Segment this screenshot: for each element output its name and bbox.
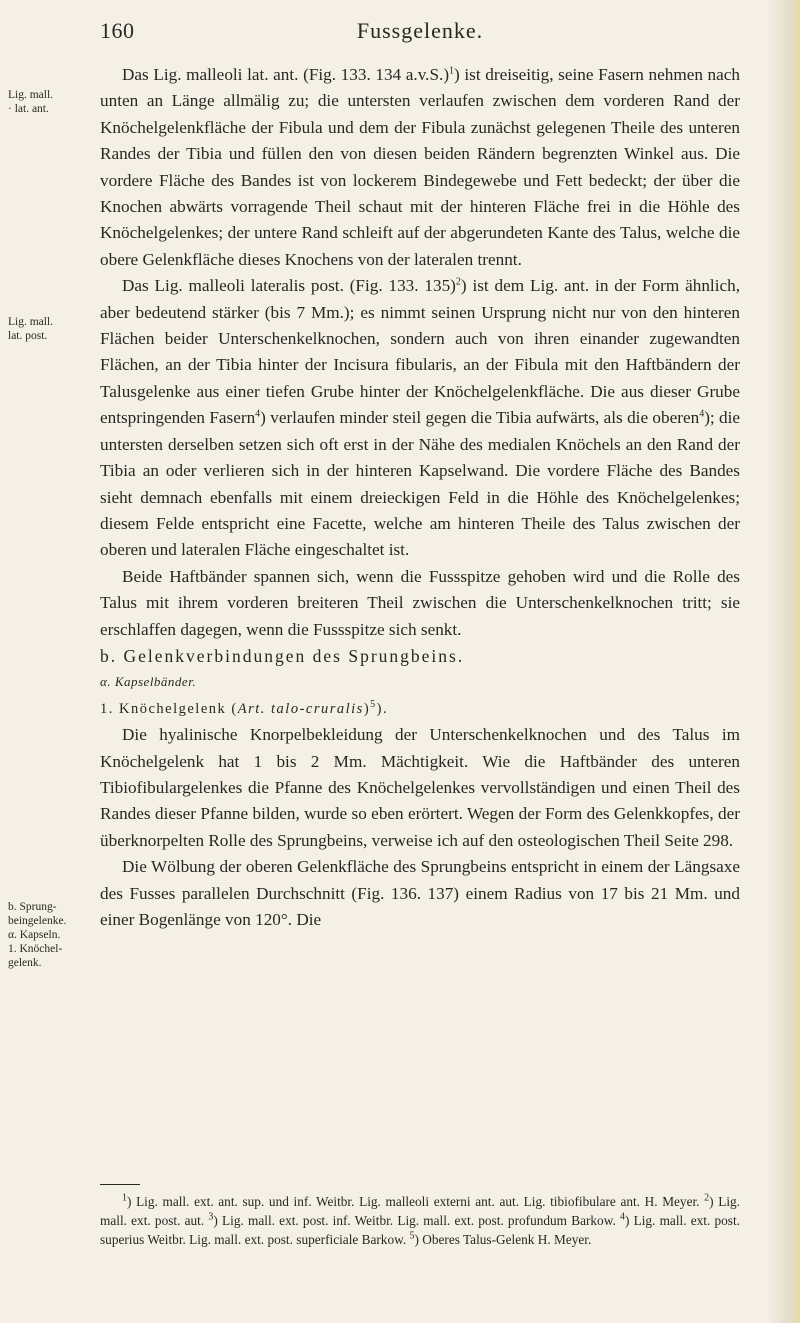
margin-note-sprungbeingelenke [8,900,90,970]
margin-note-line: Lig. mall. [8,316,54,328]
page-edge-shadow [766,0,800,1323]
footnote-divider [100,1184,140,1185]
paragraph-lig-mall-lat-ant: Das Lig. malleoli lat. ant. (Fig. 133. 134 a.v.S.)$^1$) ist dreiseitig, seine Fasern nehmen nach unten an Länge allmälig zu; die untersten verlaufen zwischen dem vorderen Rand der Knöchelgelenkfläche der Fibula und dem der Fibula zunächst gelegenen Theile des unteren Randes der Tibia und füllen den von diesen beiden Rändern begrenzten Winkel aus. Die vordere Fläche des Bandes ist von lockerem Bindegewebe und Fett bedeckt; der über die Knochen abwärts vorragende Theil schaut mit der hinteren Fläche frei in die Höhle des Knöchelgelenkes; der untere Rand schleift auf der abgerundeten Kante des Talus, welche die obere Gelenkfläche dieses Knochens von der lateralen trennt. [100,65,740,269]
footnote-ref: 4 [699,408,705,420]
margin-note-line: b. Sprung- [8,901,57,913]
footnote-block: $^1$) Lig. mall. ext. ant. sup. und inf. Weitbr. Lig. malleoli externi ant. aut. Lig. tibiofibulare ant. H. Meyer. $^2$) Lig. mall. ext. post. aut. $^3$) Lig. mall. ext. post. inf. Weitbr. Lig. mall. ext. post. profundum Barkow. $^4$) Lig. mall. ext. post. superius Weitbr. Lig. mall. ext. post. superficiale Barkow. $^5$) Oberes Talus-Gelenk H. Meyer. [100,1192,740,1247]
footnote-ref: 4 [255,408,261,420]
margin-note-line: gelenk. [8,957,42,969]
footnotes [100,1192,740,1249]
subsubsection-heading: 1. Knöchelgelenk (Art. talo-cruralis)$^5$). [100,698,389,717]
margin-note-line: lat. post. [8,330,48,342]
margin-note-lig-mall-lat-ant [8,88,90,116]
margin-note-line: Lig. mall. [8,89,54,101]
footnote-ref: 5 [370,698,377,710]
paragraph-woelbung: Die Wölbung der oberen Gelenkfläche des Sprungbeins entspricht in einem der Längsaxe des Fusses parallelen Durchschnitt (Fig. 136. 137) einem Radius von 17 bis 21 Mm. und einer Bogenlänge von 120°. Die [100,857,740,929]
subsection-heading: α. Kapselbänder. [100,674,197,690]
section-heading: b. Gelenkverbindungen des Sprungbeins. [100,645,465,666]
page-header [100,18,740,52]
margin-note-lig-mall-lat-post [8,315,90,343]
margin-note-line: beingelenke. [8,915,67,927]
margin-note-line: 1. Knöchel- [8,943,63,955]
paragraph-haftbaender: Beide Haftbänder spannen sich, wenn die Fussspitze gehoben wird und die Rolle des Talus mit ihrem vorderen breiteren Theil zwischen die Unterschenkelknochen tritt; sie erschlaffen dagegen, wenn die Fussspitze sich senkt. [100,566,740,639]
margin-note-line: α. Kapseln. [8,929,61,941]
footnote-ref: 2 [455,276,461,288]
body-text [100,62,740,933]
paragraph-lig-mall-lat-post: Das Lig. malleoli lateralis post. (Fig. 133. 135)$^2$) ist dem Lig. ant. in der Form ähnlich, aber bedeutend stärker (bis 7 Mm.); es nimmt seinen Ursprung nicht nur von den hinteren Flächen beider Unterschenkelknochen, sondern auch von ihren einander zugewandten Flächen, an der Tibia hinter der Incisura fibularis, an der Fibula mit den Haftbändern der Talusgelenke aus einer tiefen Grube hinter der Knöchelgelenkfläche. Die aus dieser Grube entspringenden Fasern$^4$) verlaufen minder steil gegen die Tibia aufwärts, als die oberen$^4$); die untersten derselben setzen sich oft erst in der Nähe des medialen Knöchels an den Rand der Tibia an oder verlieren sich in der hinteren Kapselwand. Die vordere Fläche des Bandes sieht demnach ebenfalls mit einem dreieckigen Feld in die Höhle des Knöchelgelenkes; diesem Felde entspricht eine Facette, welche am hinteren Theile des Talus zwischen der oberen und lateralen Fläche eingeschaltet ist. [100,276,741,560]
margin-note-line: · lat. ant. [8,103,49,115]
page-number: 160 [100,18,135,43]
paragraph-knorpelbekleidung: Die hyalinische Knorpelbekleidung der Unterschenkelknochen und des Talus im Knöchelgelenk hat 1 bis 2 Mm. Mächtigkeit. Wie die Haftbänder des unteren Tibiofibulargelenkes die Pfanne des Knöchelgelenkes vervollständigen und einen Theil des Randes dieser Pfanne bilden, wurde so eben erörtert. Wegen der Form des Gelenkkopfes, der überknorpelten Rolle des Sprungbeins, verweise ich auf den osteologischen Theil Seite 298. [100,725,740,850]
footnote-ref: 1 [449,65,455,77]
running-title: Fussgelenke. [356,18,484,43]
